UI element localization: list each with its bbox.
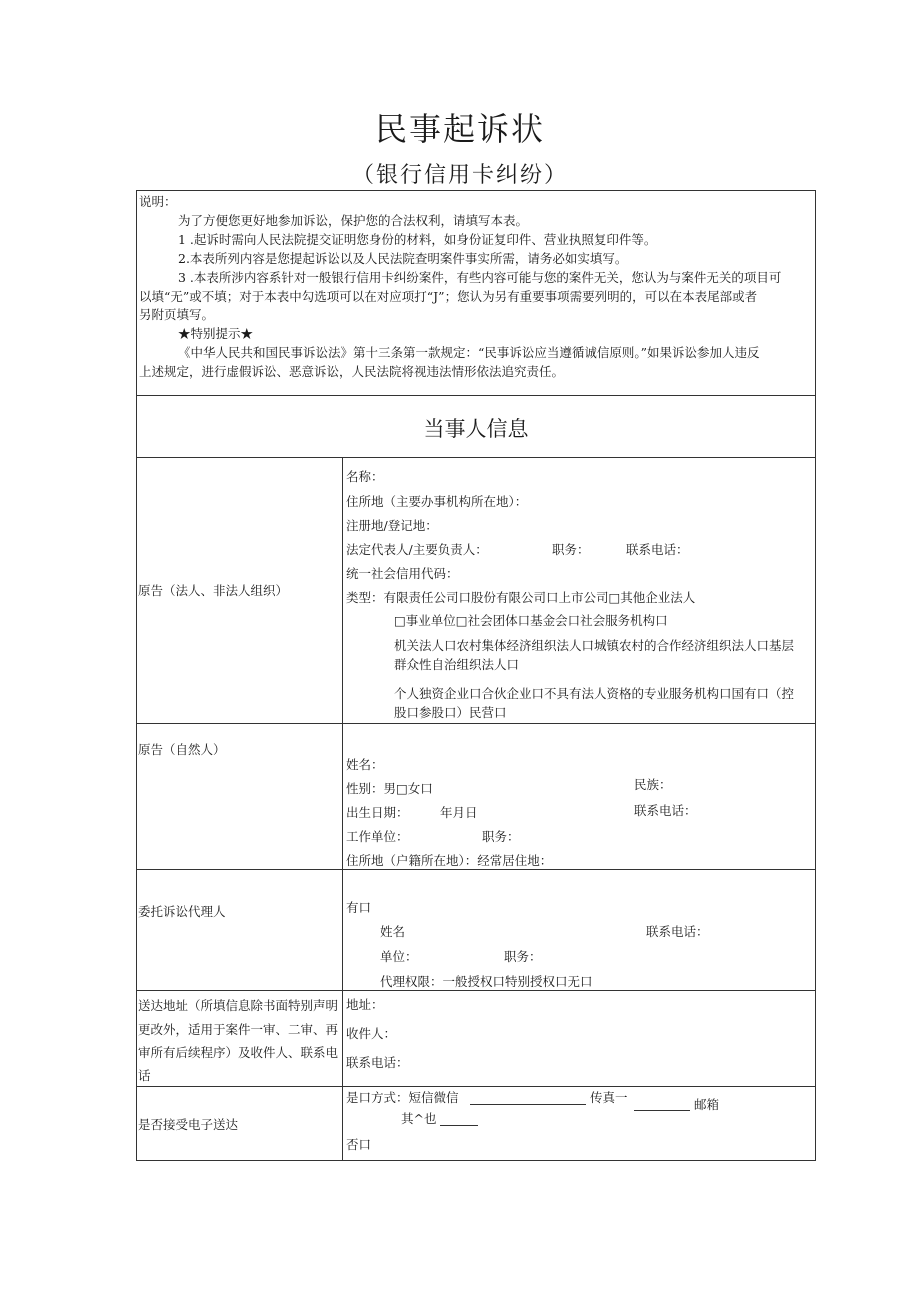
agent-authority-options[interactable]: 代理权限：一般授权口特别授权口无口 — [380, 974, 593, 989]
org-type-options[interactable]: 机关法人口农村集体经济组织法人口城镇农村的合作经济组织法人口基层 — [394, 638, 795, 653]
instructions-item-1: 1 .起诉时需向人民法院提交证明您身份的材料，如身份证复印件、营业执照复印件等。 — [178, 232, 657, 247]
row-label-plaintiff-org: 原告（法人、非法人组织） — [138, 583, 289, 598]
electronic-yes-checkbox[interactable]: 是口方式：短信微信 — [346, 1090, 459, 1105]
row-label-plaintiff-person: 原告（自然人） — [138, 742, 226, 757]
field-unit[interactable]: 单位： — [380, 949, 418, 964]
org-type-options[interactable]: 股口参股口）民营口 — [394, 705, 507, 720]
field-position[interactable]: 职务： — [482, 829, 520, 844]
org-type-options[interactable]: 个人独资企业口合伙企业口不具有法人资格的专业服务机构口国有口（控 — [394, 686, 795, 701]
notice-text: 《中华人民共和国民事诉讼法》第十三条第一款规定：“民事诉讼应当遵循诚信原则。”如果诉讼参加人违反 — [178, 345, 760, 360]
field-phone[interactable]: 联系电话： — [346, 1055, 409, 1070]
fax-label: 传真一 — [590, 1090, 628, 1105]
instructions-item-3: 3 .本表所涉内容系针对一般银行信用卡纠纷案件，有些内容可能与您的案件无关，您认为与案件无关的项目可 — [178, 270, 782, 285]
field-registered[interactable]: 注册地/登记地： — [346, 518, 438, 533]
row-label-electronic: 是否接受电子送达 — [138, 1117, 239, 1132]
instructions-heading: 说明： — [139, 194, 177, 209]
agent-has-checkbox[interactable]: 有口 — [346, 900, 372, 915]
field-position[interactable]: 职务： — [552, 542, 590, 557]
blank-line[interactable] — [634, 1098, 690, 1111]
field-legal-rep[interactable]: 法定代表人/主要负责人： — [346, 542, 488, 557]
field-address[interactable]: 住所地（主要办事机构所在地）： — [346, 494, 528, 509]
field-recipient[interactable]: 收件人： — [346, 1026, 397, 1041]
row-label-service: 更改外，适用于案件一审、二审、再 — [138, 1022, 339, 1037]
divider — [136, 457, 816, 458]
field-agent-name[interactable]: 姓名 — [380, 924, 406, 939]
row-label-service: 话 — [138, 1068, 151, 1083]
field-position[interactable]: 职务： — [504, 949, 542, 964]
electronic-no-checkbox[interactable]: 否口 — [346, 1137, 372, 1152]
field-address[interactable]: 住所地（户籍所在地）：经常居住地： — [346, 853, 553, 868]
notice-text: 上述规定，进行虚假诉讼、恶意诉讼，人民法院将视违法情形依法追究责任。 — [139, 364, 565, 379]
field-birth-date[interactable]: 出生日期： — [346, 805, 409, 820]
notice-heading: ★特别提示★ — [178, 326, 254, 341]
divider — [136, 1086, 816, 1087]
org-type-options[interactable]: 群众性自治组织法人口 — [394, 657, 520, 672]
blank-line[interactable] — [440, 1113, 478, 1126]
row-label-service: 送达地址（所填信息除书面特别声明 — [138, 998, 339, 1013]
org-type-options[interactable]: □事业单位□社会团体口基金会口社会服务机构口 — [394, 613, 668, 628]
divider — [136, 723, 816, 724]
row-label-service: 审所有后续程序）及收件人、联系电 — [138, 1045, 339, 1060]
field-credit-code[interactable]: 统一社会信用代码： — [346, 566, 459, 581]
instructions-intro: 为了方便您更好地参加诉讼，保护您的合法权利，请填写本表。 — [178, 213, 529, 228]
section-title: 当事人信息 — [423, 417, 529, 441]
document-title: 民事起诉状 — [374, 110, 545, 148]
divider — [136, 869, 816, 870]
field-phone[interactable]: 联系电话： — [646, 924, 709, 939]
divider — [136, 990, 816, 991]
instructions-item-3: 以填“无”或不填；对于本表中勾选项可以在对应项打“J”；您认为另有重要事项需要列明的，可以在本表尾部或者 — [139, 289, 758, 304]
field-name[interactable]: 姓名： — [346, 757, 384, 772]
field-gender[interactable]: 性别：男□女口 — [346, 781, 433, 796]
instructions-item-3: 另附页填写。 — [139, 307, 215, 322]
document-subtitle: （银行信用卡纠纷） — [351, 163, 568, 188]
field-phone[interactable]: 联系电话： — [626, 542, 689, 557]
org-type-options[interactable]: 类型：有限责任公司口股份有限公司口上市公司□其他企业法人 — [346, 590, 696, 605]
blank-line[interactable] — [470, 1092, 586, 1105]
field-service-address[interactable]: 地址： — [346, 997, 384, 1012]
email-label: 邮箱 — [694, 1097, 720, 1112]
divider — [136, 395, 816, 396]
instructions-item-2: 2.本表所列内容是您提起诉讼以及人民法院查明案件事实所需，请务必如实填写。 — [178, 251, 628, 266]
field-phone[interactable]: 联系电话： — [634, 803, 697, 818]
other-label: 其^也 — [401, 1111, 437, 1126]
field-ethnicity[interactable]: 民族： — [634, 777, 672, 792]
birth-date-format: 年月日 — [440, 805, 478, 820]
column-divider — [342, 457, 343, 1161]
field-name[interactable]: 名称： — [346, 469, 384, 484]
field-work-unit[interactable]: 工作单位： — [346, 829, 409, 844]
row-label-agent: 委托诉讼代理人 — [138, 904, 226, 919]
